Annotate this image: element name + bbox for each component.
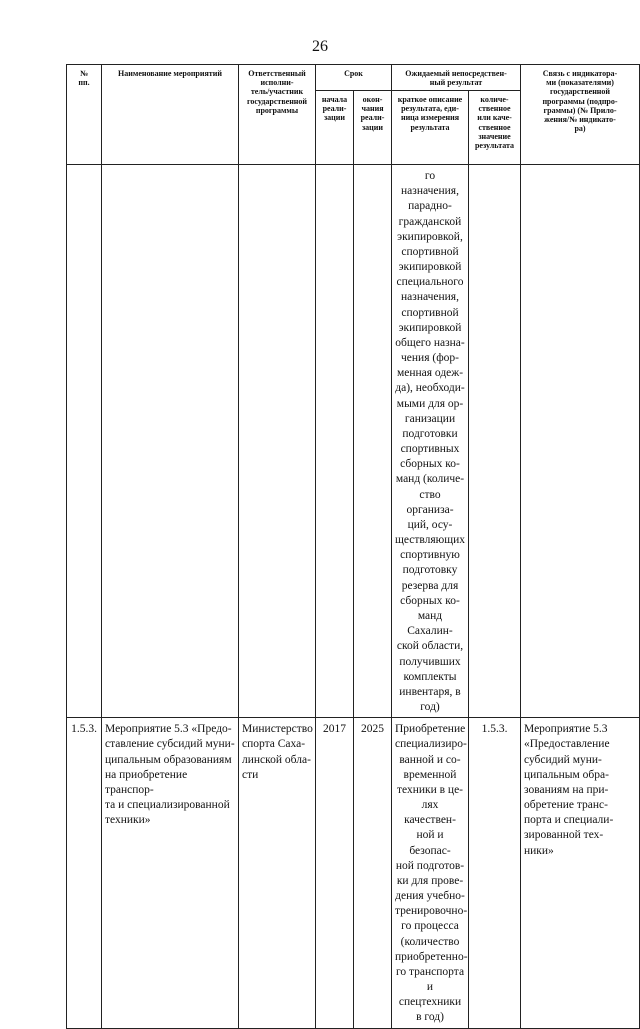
row-end <box>354 165 392 718</box>
row-responsible: Министерство спорта Саха- линской обла- сти <box>239 718 316 1028</box>
row-value <box>469 165 521 718</box>
header-expected-value: количе- ственное или каче- ственное значение результата <box>469 91 521 165</box>
header-term-start: начала реали- зации <box>316 91 354 165</box>
header-link: Связь с индикатора- ми (показателями) государственной программы (подпро- граммы) (№ Прило- жения/№ индикато- ра) <box>521 65 640 165</box>
header-name: Наименование мероприятий <box>102 65 239 165</box>
row-desc: го назначения, парадно- гражданской экипировкой, спортивной экипировкой специального назначения, спортивной экипировкой общего назна- чения (фор- менная одеж- да), необходи- мыми для ор- ганизации подготовки спортивных сборных ко- манд (количе- ство организа- ций, осу- ществляющих спортивную подготовку резерва для сборных ко- манд Сахалин- ской области, получивших комплекты инвентаря, в год) <box>392 165 469 718</box>
header-expected: Ожидаемый непосредствен- ный результат <box>392 65 521 91</box>
header-num: № пп. <box>67 65 102 165</box>
header-expected-desc: краткое описание результата, еди- ница измерения результата <box>392 91 469 165</box>
row-value: 1.5.3. <box>469 718 521 1028</box>
activities-table <box>66 64 640 1029</box>
page-number: 26 <box>312 38 328 55</box>
table-row <box>67 165 640 718</box>
row-num <box>67 165 102 718</box>
row-name <box>102 165 239 718</box>
row-link <box>521 165 640 718</box>
header-responsible: Ответственный исполни- тель/участник государственной программы <box>239 65 316 165</box>
row-num: 1.5.3. <box>67 718 102 1028</box>
row-desc: Приобретение специализиро- ванной и со- временной техники в це- лях качествен- ной и безопас- ной подготов- ки для прове- дения учебно- тренировочно- го процесса (количество приобретенно- го транспорта и спецтехники в год) <box>392 718 469 1028</box>
header-row <box>67 65 640 91</box>
header-term: Срок <box>316 65 392 91</box>
row-name: Мероприятие 5.3 «Предо- ставление субсидий муни- ципальным образованиям на приобретение транспор- та и специализированной техники» <box>102 718 239 1028</box>
row-start: 2017 <box>316 718 354 1028</box>
header-term-end: окон- чания реали- зации <box>354 91 392 165</box>
row-link: Мероприятие 5.3 «Предоставление субсидий муни- ципальным обра- зованиям на при- обретение транс- порта и специали- зированной тех- ники» <box>521 718 640 1028</box>
row-end: 2025 <box>354 718 392 1028</box>
row-start <box>316 165 354 718</box>
row-responsible <box>239 165 316 718</box>
table-row <box>67 718 640 1028</box>
